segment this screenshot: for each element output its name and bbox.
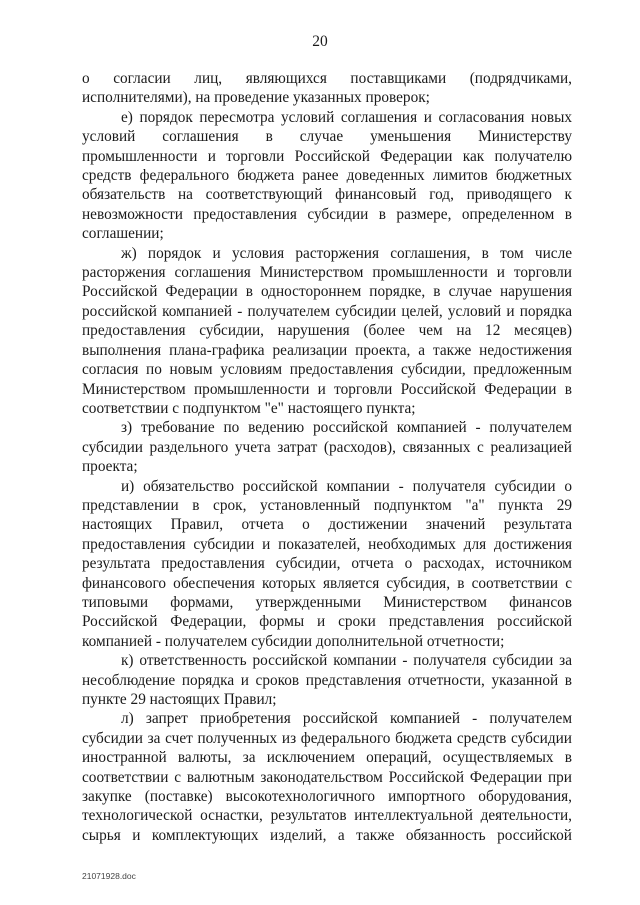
document-body: [82, 69, 572, 845]
paragraph-item-z: з) требование по ведению российской компанией - получателем субсидии раздельного учета затрат (расходов), связанных с реализацией проекта;: [82, 419, 572, 476]
footer-document-code: 21071928.doc: [82, 871, 136, 881]
paragraph-item-e: е) порядок пересмотра условий соглашения и согласования новых условий соглашения в случае уменьшения Министерству промышленности и торговли Российской Федерации как получателю средств федерального бюджета ранее доведенных лимитов бюджетных обязательств на соответствующий финансовый год, приводящего к невозможности предоставления субсидии в размере, определенном в соглашении;: [82, 108, 572, 243]
page-number: 20: [312, 33, 328, 50]
paragraph-item-l: л) запрет приобретения российской компанией - получателем субсидии за счет полученных из федерального бюджета средств субсидии иностранной валюты, за исключением операций, осуществляемых в соответствии с валютным законодательством Российской Федерации при закупке (поставке) высокотехнологичного импортного оборудования, технологической оснастки, результатов интеллектуальной деятельности, сырья и комплектующих изделий, а также обязанность российской: [82, 710, 572, 844]
paragraph-item-k: к) ответственность российской компании - получателя субсидии за несоблюдение порядка и сроков представления отчетности, указанной в пункте 29 настоящих Правил;: [82, 652, 572, 708]
paragraph-continuation: о согласии лиц, являющихся поставщиками (подрядчиками, исполнителями), на проведение указанных проверок;: [82, 70, 572, 107]
paragraph-item-zh: ж) порядок и условия расторжения соглашения, в том числе расторжения соглашения Министерством промышленности и торговли Российской Федерации в одностороннем порядке, в случае нарушения российской компанией - получателем субсидии целей, условий и порядка предоставления субсидии, нарушения (более чем на 12 месяцев) выполнения плана-графика реализации проекта, а также недостижения согласия по новым условиям предоставления субсидии, предложенным Министерством промышленности и торговли Российской Федерации в соответствии с подпунктом "е" настоящего пункта;: [82, 244, 572, 417]
paragraph-item-i: и) обязательство российской компании - получателя субсидии о представлении в срок, установленный подпунктом "а" пункта 29 настоящих Правил, отчета о достижении значений результата предоставления субсидии и показателей, необходимых для достижения результата предоставления субсидии, отчета о расходах, источником финансового обеспечения которых является субсидия, в соответствии с типовыми формами, утвержденными Министерством финансов Российской Федерации, формы и сроки представления российской компанией - получателем субсидии дополнительной отчетности;: [82, 477, 572, 650]
